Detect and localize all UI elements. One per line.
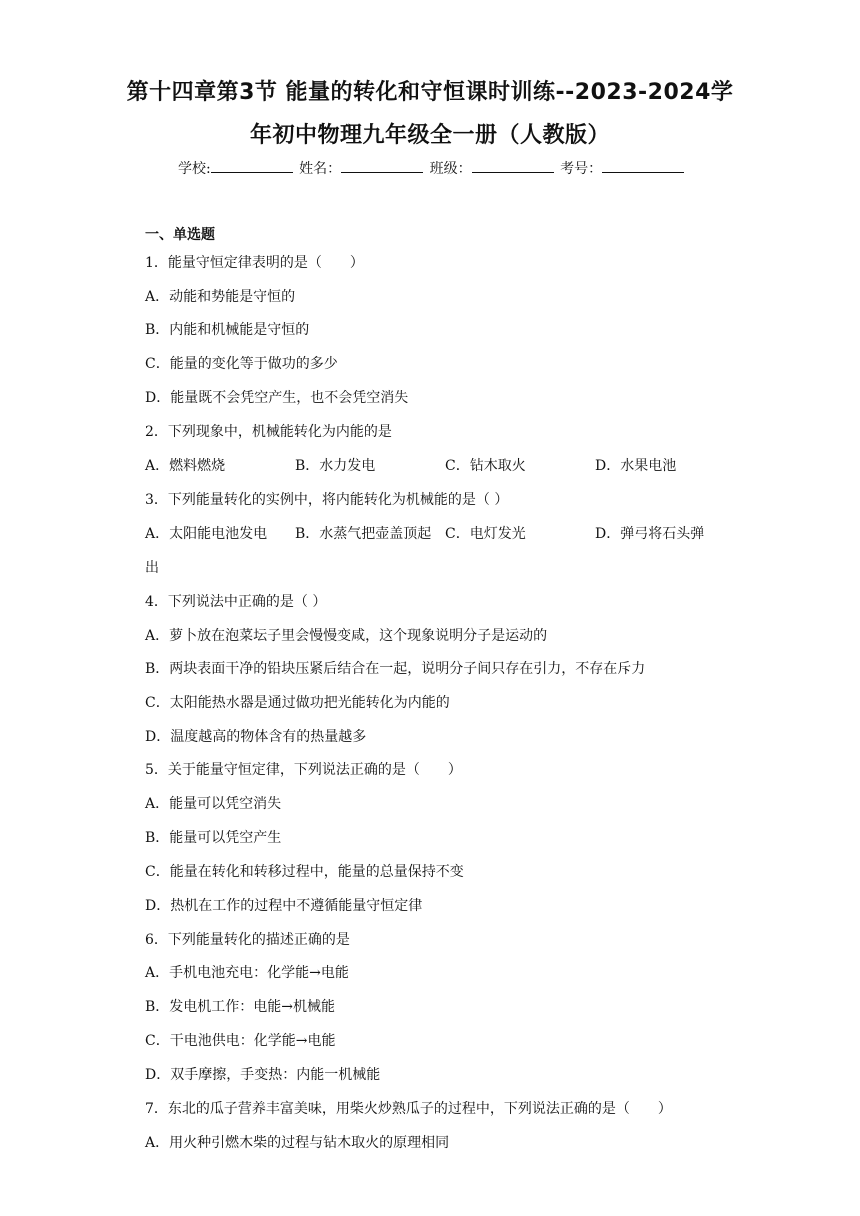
- question-6-option-c: C．干电池供电：化学能→电能: [145, 1033, 336, 1049]
- question-6-option-d: D．双手摩擦，手变热：内能一机械能: [145, 1067, 381, 1083]
- question-2-option-a: A．燃料燃烧: [145, 458, 226, 474]
- question-4-option-c: C．太阳能热水器是通过做功把光能转化为内能的: [145, 695, 450, 711]
- question-6-option-b: B．发电机工作：电能→机械能: [145, 999, 336, 1015]
- question-4-option-b: B．两块表面干净的铅块压紧后结合在一起，说明分子间只存在引力，不存在斥力: [145, 661, 646, 677]
- question-3-option-d: D．弹弓将石头弹: [595, 526, 705, 542]
- question-3-option-b: B．水蒸气把壶盖顶起: [295, 526, 432, 542]
- question-5-option-b: B．能量可以凭空产生: [145, 830, 282, 846]
- question-7-stem: 7．东北的瓜子营养丰富美味，用柴火炒熟瓜子的过程中，下列说法正确的是（ ）: [145, 1101, 672, 1117]
- question-5-option-a: A．能量可以凭空消失: [145, 796, 282, 812]
- question-1-option-b: B．内能和机械能是守恒的: [145, 322, 310, 338]
- school-blank[interactable]: [211, 158, 293, 173]
- question-1-stem: 1．能量守恒定律表明的是（ ）: [145, 255, 364, 271]
- question-4-option-a: A．萝卜放在泡菜坛子里会慢慢变咸，这个现象说明分子是运动的: [145, 628, 548, 644]
- question-1-option-c: C．能量的变化等于做功的多少: [145, 356, 338, 372]
- section-heading: 一、单选题: [145, 227, 215, 243]
- question-2-option-c: C．钻木取火: [445, 458, 526, 474]
- document-title-line-1: 第十四章第3节 能量的转化和守恒课时训练--2023-2024学: [126, 80, 734, 105]
- document-title-line-2: 年初中物理九年级全一册（人教版）: [249, 123, 610, 148]
- question-4-stem: 4．下列说法中正确的是（ ）: [145, 594, 327, 610]
- question-1-option-d: D．能量既不会凭空产生，也不会凭空消失: [145, 390, 409, 406]
- question-1-option-a: A．动能和势能是守恒的: [145, 289, 296, 305]
- class-blank[interactable]: [472, 158, 554, 173]
- question-2-option-b: B．水力发电: [295, 458, 376, 474]
- question-4-option-d: D．温度越高的物体含有的热量越多: [145, 729, 367, 745]
- question-7-option-a: A．用火种引燃木柴的过程与钻木取火的原理相同: [145, 1135, 450, 1151]
- question-5-option-d: D．热机在工作的过程中不遵循能量守恒定律: [145, 898, 423, 914]
- question-6-stem: 6．下列能量转化的描述正确的是: [145, 932, 350, 948]
- exam-no-blank[interactable]: [602, 158, 684, 173]
- exam-no-label: 考号：: [560, 161, 603, 177]
- question-3-option-d-continued: 出: [145, 560, 159, 576]
- question-5-stem: 5．关于能量守恒定律，下列说法正确的是（ ）: [145, 762, 462, 778]
- question-6-option-a: A．手机电池充电：化学能→电能: [145, 965, 349, 981]
- class-label: 班级：: [429, 161, 472, 177]
- student-info-row: [178, 158, 686, 178]
- question-3-option-a: A．太阳能电池发电: [145, 526, 268, 542]
- name-label: 姓名：: [299, 161, 342, 177]
- question-3-option-c: C．电灯发光: [445, 526, 526, 542]
- name-blank[interactable]: [341, 158, 423, 173]
- question-2-stem: 2．下列现象中，机械能转化为内能的是: [145, 424, 392, 440]
- question-5-option-c: C．能量在转化和转移过程中，能量的总量保持不变: [145, 864, 464, 880]
- school-label: 学校:: [178, 161, 211, 177]
- question-2-option-d: D．水果电池: [595, 458, 677, 474]
- question-3-stem: 3．下列能量转化的实例中，将内能转化为机械能的是（ ）: [145, 492, 509, 508]
